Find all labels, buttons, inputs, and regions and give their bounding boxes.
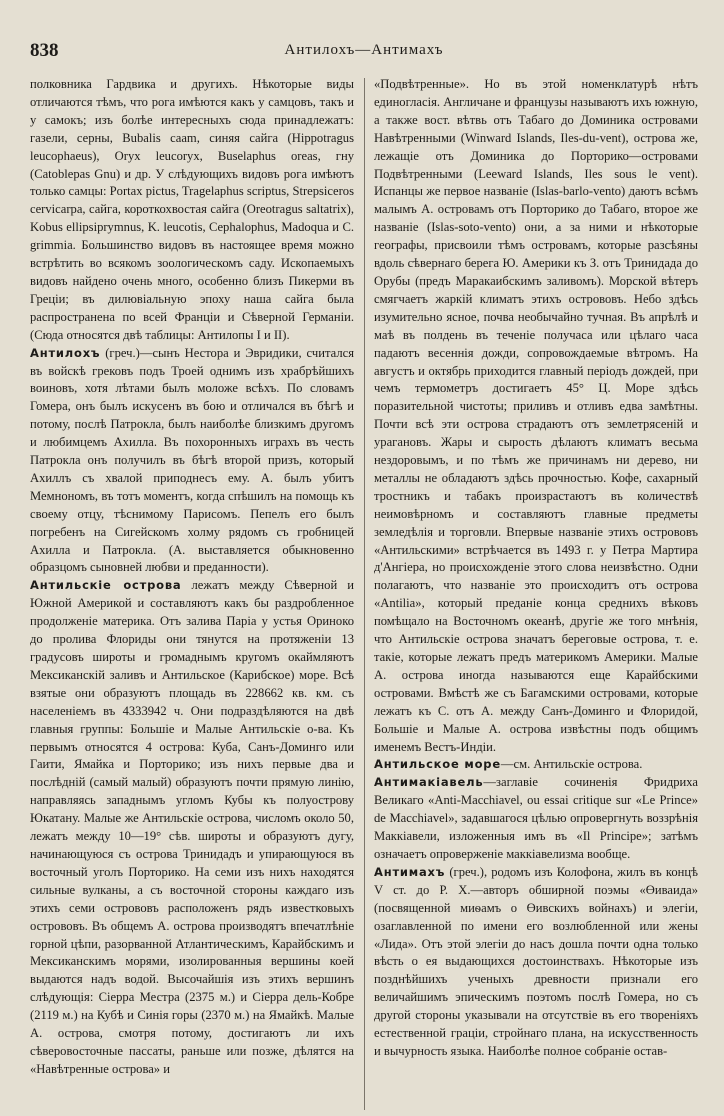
text-columns <box>30 76 698 1110</box>
entry-text: «Подвѣтренные». Но въ этой номенклатурѣ нѣтъ единогласія. Англичане и французы называютъ ихъ южную, а также вост. вѣтвь отъ Табаго до Доминика островами Навѣтренными (Winward Islands, Iles-du-vent), острова же, лежащіе отъ Доминика до Порторико—островами Подвѣтренными (Leeward Islands, Iles sous le vent). Испанцы же первое названіе (Islas-barlo-vento) даютъ всѣмъ малымъ А. островамъ отъ Порторико до Табаго, второе же названіе (Islas-soto-vento) они, а за ними и нѣкоторые географы, присвоили тѣмъ островамъ, которые разсѣяны вдоль сѣвернаго берега Ю. Америки къ З. отъ Тринидада до Орубы (предъ Маракаибскимъ заливомъ). Морской вѣтеръ смягчаетъ жаркій климатъ этихъ острововъ. Небо здѣсь изумительно ясное, почва необычайно тучная. Въ апрѣлѣ и маѣ въ полдень въ теченіе получаса или цѣлаго часа падаютъ весеннія дожди, сопровождаемые вѣтромъ. На августъ и октябрь приходится главный періодъ дождей, при чемъ термометръ достигаетъ 45° Ц. Море здѣсь поразительной чистоты; приливъ и отливъ едва замѣтны. Почти всѣ эти острова страдаютъ отъ землетрясеній и урагановъ. Жары и сырость дѣлаютъ климатъ весьма нездоровымъ, и по тѣмъ же причинамъ ни дерево, ни металлы не обладаютъ здѣсь прочностью. Кофе, сахарный тростникъ и табакъ произрастаютъ въ количествѣ неимовѣрномъ и составляютъ главные предметы земледѣлія и торговли. Впервые названіе этихъ острововъ «Антильскими» встрѣчается въ 1493 г. у Петра Мартира д'Ангіера, но происхожденіе этого слова неизвѣстно. Одни полагаютъ, что названіе это происходитъ отъ острова «Antilia», который преданіе конца среднихъ вѣковъ помѣщало на Восточномъ океанѣ, другіе же того мнѣнія, что Антильскіе острова значатъ береговые острова, т. е. такіе, которые лежатъ предъ материкомъ Америки. Малые А. острова иногда называются еще Карайбскими островами. Вмѣстѣ же съ Багамскими островами, которые лежатъ къ С. отъ А. между Санъ-Доминго и Флоридой, Большіе и Малые А. острова извѣстны подъ общимъ именемъ Вестъ-Индіи. <box>374 77 698 754</box>
entry-text: полковника Гардвика и другихъ. Нѣкоторые виды отличаются тѣмъ, что рога имѣются какъ у самцовъ, такъ и у самокъ; изъ болѣе интересныхъ сюда принадлежатъ: газели, серны, Bubalis caam, синяя сайга (Hippotragus leucophaeus), Oryx leucoryx, Buselaphus oreas, гну (Catoblepas Gnu) и др. У слѣдующихъ видовъ рога имѣютъ только самцы: Portax pictus, Tragelaphus scriptus, Strepsiceros cervicarpa, сайга, короткохвостая сайга (Oreotragus saltatrix), Kobus ellipsiprymnus, K. leucotis, Cephalophus, Madoqua и C. grimmia. Большинство видовъ въ настоящее время можно встрѣтить во всякомъ зоологическомъ саду. Ископаемыхъ видовъ найдено очень много, особенно близъ Пикерми въ Греціи; въ дилювіальную эпоху наша сайга была распространена по всей Франціи и Сѣверной Германіи. (Сюда относятся двѣ таблицы: Антилопы I и II). <box>30 77 354 342</box>
entry-antilles-continued <box>374 76 698 756</box>
entry-headword: Антимахъ <box>374 864 446 879</box>
page-number: 838 <box>30 40 59 61</box>
entry-antilles <box>30 577 354 1078</box>
entry-headword: Антильскіе острова <box>30 578 182 593</box>
entry-antimachos <box>374 864 698 1061</box>
entry-antilopes-continued <box>30 76 354 345</box>
entry-headword: Антилохъ <box>30 345 101 360</box>
left-column <box>30 76 354 1110</box>
column-divider <box>364 78 365 1110</box>
entry-headword: Антимакіавель <box>374 775 484 790</box>
entry-antilochos <box>30 345 354 578</box>
entry-text: —см. Антильскіе острова. <box>500 757 643 772</box>
entry-text: лежатъ между Сѣверной и Южной Америкой и составляютъ какъ бы раздробленное продолженіе материка. Отъ залива Паріа у устья Ориноко до пролива Флориды они тянутся на протяженіи 13 градусовъ широты и громаднымъ кругомъ окаймляютъ Мексиканскій заливъ и Антильское (Карибское) море. Всѣ взятые они образуютъ площадь въ 228662 кв. км. съ населеніемъ въ 4333942 ч. Они подраздѣляются на двѣ главныя группы: Большіе и Малые Антильскіе о-ва. Къ первымъ относятся 4 острова: Куба, Санъ-Доминго или Гаити, Ямайка и Порторико; изъ нихъ первые два и послѣдній (самый малый) образуютъ почти прямую линію, направляясь западнымъ угломъ Кубы къ полуострову Юкатану. Малые же Антильскіе острова, числомъ около 50, лежатъ между 10—19° сѣв. широты и образуютъ дугу, начинающуюся съ острова Тринидадъ и упирающуюся въ восточный уголъ Порторико. На семи изъ нихъ находятся сильные вулканы, а съ восточной стороны каждаго изъ этихъ семи острововъ расположенъ рядъ известковыхъ острововъ. Въ общемъ А. острова производятъ впечатлѣніе горной цѣпи, разорванной Атлантическимъ, Карайбскимъ и Мексиканскимъ морями, изолированныя вершины коей выдаются надъ водой. Высочайшія изъ этихъ вершинъ слѣдующія: Сіерра Местра (2375 м.) и Сіерра дель-Кобре (2119 м.) на Кубѣ и Синія горы (2370 м.) на Ямайкѣ. Малые А. острова, смотря потому, достигаютъ ли ихъ сѣверовосточные пассаты, раньше или позже, дѣлятся на «Навѣтренные острова» и <box>30 578 354 1076</box>
right-column <box>374 76 698 1110</box>
entry-antimachiavel <box>374 774 698 864</box>
page-header <box>30 40 698 72</box>
running-head: Антилохъ—Антимахъ <box>284 42 444 58</box>
entry-antilles-sea <box>374 756 698 774</box>
entry-text: (греч.)—сынъ Нестора и Эвридики, считался въ войскѣ грековъ подъ Троей однимъ изъ храбрѣйшихъ воиновъ, хотя лѣтами былъ моложе всѣхъ. По словамъ Гомера, онъ былъ искусенъ въ бою и отличался въ бѣгѣ и потому, послѣ Патрокла, былъ наиболѣе близкимъ другомъ и любимцемъ Ахилла. Въ похоронныхъ играхъ въ честь Патрокла онъ получилъ въ бѣгѣ второй призъ, который Ахиллъ съ хвалой приподнесъ ему. А. былъ убитъ Мемнономъ, въ тотъ моментъ, когда спѣшилъ на помощь къ своему отцу, тѣснимому Парисомъ. Пепелъ его былъ погребенъ на Сигейскомъ холму рядомъ съ гробницей Ахилла и Патрокла. (А. выставляется обыкновенно образцомъ сыновней любви и преданности). <box>30 345 354 575</box>
entry-text: —заглавіе сочиненія Фридриха Великаго «Anti-Macchiavel, ou essai critique sur «Le Prince» de Macchiavel», задавшагося цѣлью опровергнуть воззрѣнія Маккіавели, изложенныя имъ въ «Il Principe»; затѣмъ означаетъ опроверженіе маккіавелизма вообще. <box>374 775 698 861</box>
entry-text: (греч.), родомъ изъ Колофона, жилъ въ концѣ V ст. до Р. Х.—авторъ обширной поэмы «Өиваида» (посвященной миѳамъ о Өивскихъ войнахъ) и элегіи, озаглавленной по имени его возлюбленной или жены «Лида». Отъ этой элегіи до насъ дошла почти одна только вѣсть о ея выдающихся достоинствахъ. Нѣкоторые изъ позднѣйшихъ ученыхъ древности признали его величайшимъ эпическимъ поэтомъ послѣ Гомера, но съ другой стороны указывали на отсутствіе въ его твореніяхъ естественной граціи, стройнаго плана, на искусственность и вычурность языка. Наиболѣе полное собраніе остав- <box>374 864 698 1058</box>
entry-headword: Антильское море <box>374 757 501 772</box>
